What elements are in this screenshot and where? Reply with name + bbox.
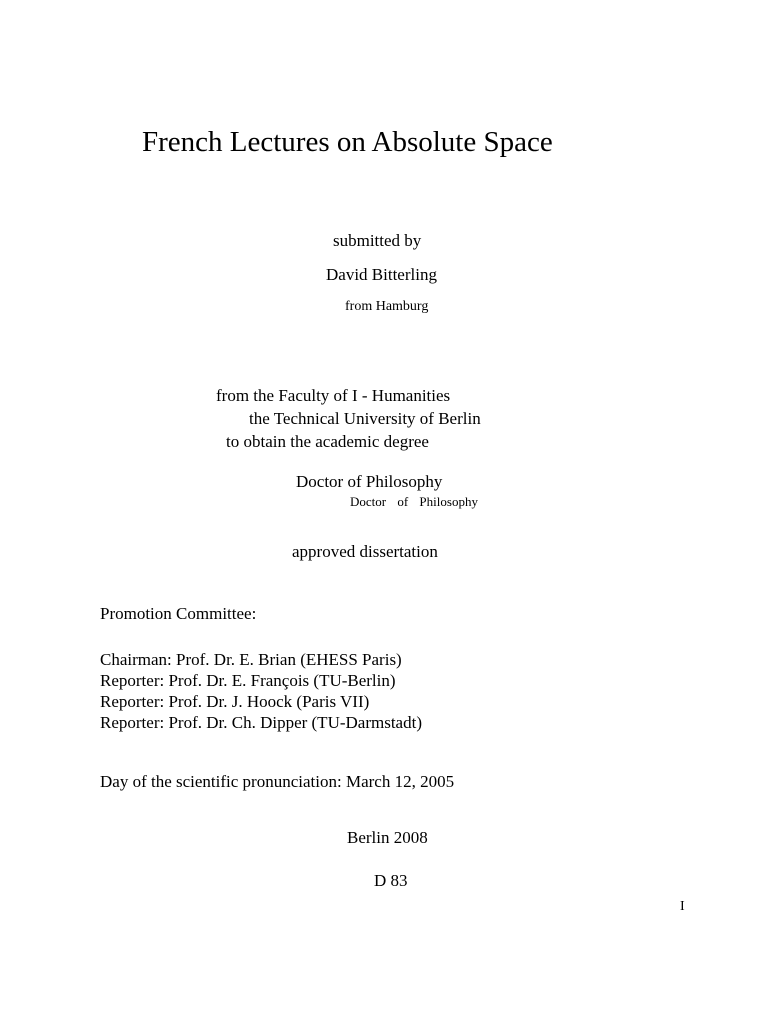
committee-member: Chairman: Prof. Dr. E. Brian (EHESS Paris) [100,650,402,669]
library-code: D 83 [374,871,408,890]
faculty-line: to obtain the academic degree [226,432,429,451]
faculty-line: from the Faculty of I - Humanities [216,386,451,405]
degree-subtitle: Doctor of Philosophy [350,494,478,509]
degree-title: Doctor of Philosophy [296,472,443,491]
dissertation-title: French Lectures on Absolute Space [142,126,553,158]
faculty-line: the Technical University of Berlin [249,409,481,428]
committee-member: Reporter: Prof. Dr. E. François (TU-Berlin) [100,671,396,690]
author-origin: from Hamburg [345,299,429,314]
committee-heading: Promotion Committee: [100,604,257,623]
page-number: I [680,899,685,914]
approval-note: approved dissertation [292,542,438,561]
author-name: David Bitterling [326,265,437,284]
committee-list [100,649,422,733]
place-year: Berlin 2008 [347,828,428,847]
pronunciation-date: Day of the scientific pronunciation: March 12, 2005 [100,772,455,791]
submitted-by-label: submitted by [333,231,422,250]
committee-member: Reporter: Prof. Dr. Ch. Dipper (TU-Darmstadt) [100,713,422,732]
committee-member: Reporter: Prof. Dr. J. Hoock (Paris VII) [100,692,370,711]
